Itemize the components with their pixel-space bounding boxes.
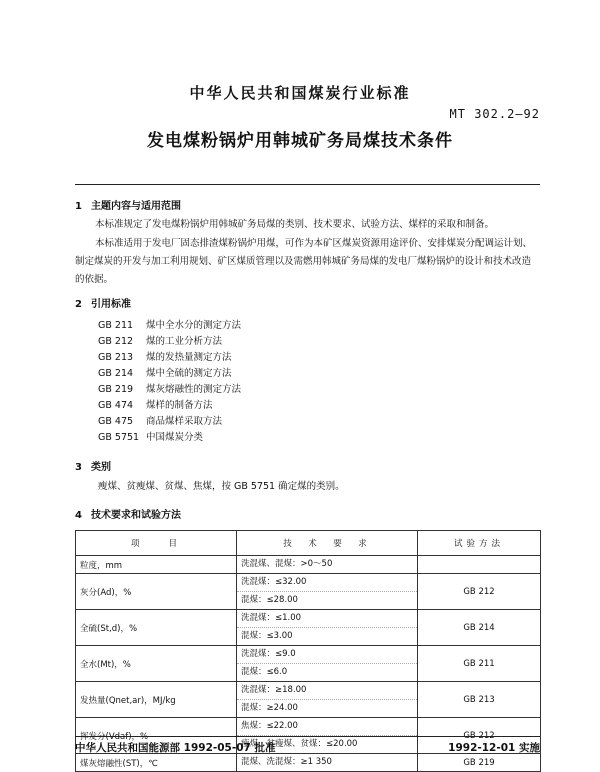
reference-code: GB 219 [98, 384, 134, 395]
section-1-paragraph-2 [75, 235, 540, 289]
row-requirements [237, 682, 418, 718]
row-method: GB 212 [418, 718, 541, 754]
section-3-heading [75, 458, 111, 473]
table-row [76, 682, 541, 718]
reference-code: GB 211 [98, 320, 134, 331]
section-1-paragraph-1 [75, 216, 540, 234]
reference-code: GB 5751 [98, 432, 140, 443]
reference-item [98, 414, 241, 430]
requirement-line: 混煤：≥24.00 [237, 699, 417, 717]
document-title: 发电煤粉锅炉用韩城矿务局煤技术条件 [147, 131, 453, 151]
section-heading-text: 主题内容与适用范围 [91, 201, 181, 212]
reference-item [98, 318, 241, 334]
row-item: 发热量(Qnet,ar)，MJ/kg [76, 682, 237, 718]
requirement-line: 洗混煤：≤9.0 [241, 649, 296, 659]
section-number: 2 [75, 299, 82, 310]
row-method: GB 212 [418, 574, 541, 610]
row-requirements [237, 610, 418, 646]
reference-code: GB 475 [98, 416, 134, 427]
requirement-line: 混煤：≤28.00 [237, 591, 417, 609]
row-requirements [237, 574, 418, 610]
section-4-heading [75, 506, 181, 521]
column-header-method: 试验方法 [418, 531, 541, 556]
row-item: 全水(Mt)，% [76, 646, 237, 682]
column-header-item: 项 目 [76, 531, 237, 556]
row-item: 灰分(Ad)，% [76, 574, 237, 610]
reference-title: 煤中全硫的测定方法 [146, 368, 232, 379]
row-method: GB 219 [418, 754, 541, 772]
reference-list [98, 318, 241, 446]
reference-title: 煤的发热量测定方法 [146, 352, 232, 363]
requirement-line: 焦煤：≤22.00 [241, 721, 298, 731]
row-method: GB 211 [418, 646, 541, 682]
section-number: 4 [75, 510, 82, 521]
column-header-requirement: 技 术 要 求 [237, 531, 418, 556]
section-number: 1 [75, 201, 82, 212]
reference-item [98, 430, 241, 446]
section-2-heading [75, 295, 131, 310]
top-divider [75, 184, 540, 185]
reference-title: 中国煤炭分类 [146, 432, 204, 443]
standard-code: MT 302.2—92 [449, 107, 540, 121]
reference-title: 煤中全水分的测定方法 [146, 320, 242, 331]
row-method: GB 213 [418, 682, 541, 718]
reference-title: 煤样的制备方法 [146, 400, 213, 411]
requirement-line: 洗混煤：≥18.00 [241, 685, 307, 695]
table-row [76, 610, 541, 646]
row-requirements [237, 556, 418, 574]
reference-code: GB 214 [98, 368, 134, 379]
section-heading-text: 引用标准 [91, 299, 131, 310]
row-method [418, 556, 541, 574]
reference-title: 煤灰熔融性的测定方法 [146, 384, 242, 395]
requirement-line: 洗混煤、混煤：>0～50 [241, 559, 333, 569]
paragraph-text: 本标准适用于发电厂固态排渣煤粉锅炉用煤，可作为本矿区煤炭资源用途评价、安排煤炭分配调运计划、制定煤炭的开发与加工利用规划、矿区煤质管理以及需燃用韩城矿务局煤的发电厂煤粉锅炉的设计和技术改造的依据。 [75, 238, 533, 285]
row-requirements [237, 754, 418, 772]
row-item: 挥发分(Vdaf)，% [76, 718, 237, 754]
table-row [76, 754, 541, 772]
table-row [76, 556, 541, 574]
section-heading-text: 类别 [91, 462, 111, 473]
requirement-line: 瘦煤、贫瘦煤、贫煤：≤20.00 [237, 735, 417, 753]
row-item: 全硫(St,d)，% [76, 610, 237, 646]
reference-title: 商品煤样采取方法 [146, 416, 223, 427]
reference-item [98, 334, 241, 350]
approval-line: 中华人民共和国能源部 1992-05-07 批准 [75, 742, 276, 754]
reference-item [98, 398, 241, 414]
requirement-line: 洗混煤：≤32.00 [241, 577, 307, 587]
paragraph-text: 本标准规定了发电煤粉锅炉用韩城矿务局煤的类别、技术要求、试验方法、煤样的采取和制备。 [95, 219, 495, 230]
row-method: GB 214 [418, 610, 541, 646]
table-row [76, 574, 541, 610]
reference-item [98, 366, 241, 382]
table-row [76, 646, 541, 682]
section-number: 3 [75, 462, 82, 473]
row-item: 粒度，mm [76, 556, 237, 574]
section-1-heading [75, 197, 181, 212]
reference-code: GB 474 [98, 400, 134, 411]
reference-item [98, 382, 241, 398]
requirement-line: 混煤：≤3.00 [237, 627, 417, 645]
reference-title: 煤的工业分析方法 [146, 336, 223, 347]
section-heading-text: 技术要求和试验方法 [91, 510, 181, 521]
section-3-text: 瘦煤、贫瘦煤、贫煤、焦煤，按 GB 5751 确定煤的类别。 [98, 481, 345, 492]
requirement-line: 洗混煤：≤1.00 [241, 613, 302, 623]
reference-code: GB 212 [98, 336, 134, 347]
bottom-divider [75, 736, 540, 737]
reference-item [98, 350, 241, 366]
row-requirements [237, 646, 418, 682]
reference-code: GB 213 [98, 352, 134, 363]
table-header-row [76, 531, 541, 556]
requirement-line: 混煤：≤6.0 [237, 663, 417, 681]
standard-name: 中华人民共和国煤炭行业标准 [189, 84, 411, 102]
effective-date: 1992-12-01 实施 [448, 742, 540, 754]
requirement-line: 混煤、洗混煤：≥1 350 [241, 757, 332, 767]
row-item: 煤灰熔融性(ST)，℃ [76, 754, 237, 772]
